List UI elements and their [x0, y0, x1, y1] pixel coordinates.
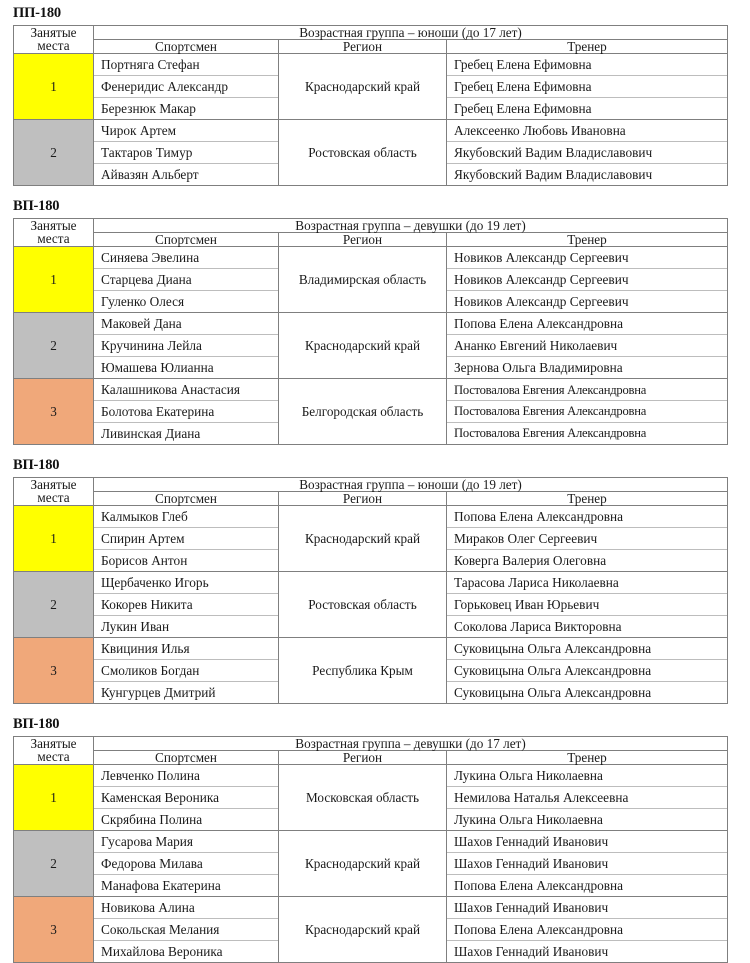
table-header-row-columns: [14, 750, 728, 764]
column-header-place-line2: места: [37, 231, 70, 247]
coach-name: Постовалова Евгения Александровна: [447, 400, 727, 421]
coach-name: Суковицына Ольга Александровна: [447, 659, 727, 681]
table-row: [14, 897, 728, 963]
coach-name: Лукина Ольга Николаевна: [454, 768, 603, 783]
coach-name: Мираков Олег Сергеевич: [447, 527, 727, 549]
athlete-cell: [94, 379, 279, 445]
table-row: [14, 505, 728, 571]
column-header-place: [14, 25, 94, 53]
athlete-name: Левченко Полина: [101, 768, 200, 783]
athlete-name: Гуленко Олеся: [94, 290, 278, 312]
coach-name: Гребец Елена Ефимовна: [454, 56, 592, 72]
athlete-name: Спирин Артем: [94, 527, 278, 549]
column-header-place: [14, 218, 94, 246]
coach-cell: [447, 379, 728, 445]
table-header-row-group: [14, 736, 728, 750]
coach-name: Попова Елена Александровна: [454, 508, 624, 524]
coach-cell: [447, 119, 728, 185]
coach-name: Новиков Александр Сергеевич: [454, 249, 629, 265]
coach-name: Гребец Елена Ефимовна: [447, 97, 727, 119]
coach-cell: [447, 312, 728, 378]
coach-name: Шахов Геннадий Иванович: [447, 940, 727, 962]
table-row: [14, 765, 728, 831]
coach-name: Шахов Геннадий Иванович: [454, 834, 609, 850]
region-cell: Краснодарский край: [279, 312, 447, 378]
column-header-place-line2: места: [37, 38, 70, 54]
coach-name: Горьковец Иван Юрьевич: [447, 593, 727, 615]
coach-name: Шахов Геннадий Иванович: [454, 900, 609, 916]
athlete-cell: [94, 765, 279, 831]
table-row: [14, 638, 728, 704]
column-header-region: Регион: [279, 750, 447, 764]
coach-name: Ананко Евгений Николаевич: [447, 334, 727, 356]
table-header-row-columns: [14, 39, 728, 53]
column-header-place: [14, 736, 94, 764]
table-row: [14, 572, 728, 638]
region-cell: Краснодарский край: [279, 897, 447, 963]
column-header-place-line1: Занятые: [30, 218, 77, 233]
coach-name: Шахов Геннадий Иванович: [447, 852, 727, 874]
athlete-name: Калашникова Анастасия: [101, 382, 241, 397]
coach-name: Якубовский Вадим Владиславович: [447, 141, 727, 163]
column-header-region: Регион: [279, 491, 447, 505]
column-header-athlete: Спортсмен: [94, 39, 279, 53]
athlete-name: Борисов Антон: [94, 549, 278, 571]
athlete-name: Смоликов Богдан: [94, 659, 278, 681]
athlete-name: Квициния Илья: [101, 641, 190, 657]
place-cell: 3: [14, 897, 94, 963]
place-cell: 2: [14, 312, 94, 378]
column-header-place-line1: Занятые: [30, 736, 77, 752]
athlete-cell: [94, 572, 279, 638]
athlete-name: Маковей Дана: [101, 315, 182, 331]
age-group-header: Возрастная группа – девушки (до 17 лет): [94, 736, 728, 750]
coach-name: Коверга Валерия Олеговна: [447, 549, 727, 571]
region-cell: Белгородская область: [279, 379, 447, 445]
athlete-name: Айвазян Альберт: [94, 163, 278, 185]
place-cell: 3: [14, 638, 94, 704]
athlete-name: Фенеридис Александр: [94, 75, 278, 97]
athlete-name: Калмыков Глеб: [101, 508, 188, 524]
table-row: [14, 53, 728, 119]
coach-cell: [447, 831, 728, 897]
athlete-name: Каменская Вероника: [94, 786, 278, 808]
athlete-cell: [94, 505, 279, 571]
place-cell: 1: [14, 505, 94, 571]
column-header-region: Регион: [279, 39, 447, 53]
place-cell: 2: [14, 572, 94, 638]
place-cell: 1: [14, 246, 94, 312]
column-header-athlete: Спортсмен: [94, 232, 279, 246]
column-header-place-line1: Занятые: [30, 25, 77, 40]
table-header-row-group: [14, 218, 728, 232]
coach-cell: [447, 505, 728, 571]
region-cell: Краснодарский край: [279, 831, 447, 897]
column-header-coach: Тренер: [447, 39, 728, 53]
table-header-row-columns: [14, 232, 728, 246]
section-spacer: [0, 186, 750, 193]
results-table: [13, 218, 728, 446]
table-row: [14, 831, 728, 897]
athlete-name: Новикова Алина: [101, 900, 195, 916]
region-cell: Московская область: [279, 765, 447, 831]
athlete-name: Кунгурцев Дмитрий: [94, 681, 278, 703]
results-section: [0, 0, 750, 186]
table-row: [14, 379, 728, 445]
age-group-header: Возрастная группа – юноши (до 17 лет): [94, 25, 728, 39]
section-title: ВП-180: [13, 716, 60, 733]
athlete-name: Федорова Милава: [94, 852, 278, 874]
column-header-place-line2: места: [37, 490, 70, 506]
coach-name: Попова Елена Александровна: [447, 874, 727, 896]
region-cell: Владимирская область: [279, 246, 447, 312]
coach-cell: [447, 638, 728, 704]
results-table: [13, 25, 728, 187]
column-header-place-line1: Занятые: [30, 477, 77, 493]
athlete-name: Скрябина Полина: [94, 808, 278, 830]
column-header-coach: Тренер: [447, 750, 728, 764]
place-cell: 2: [14, 831, 94, 897]
coach-name: Попова Елена Александровна: [447, 918, 727, 940]
coach-name: Гребец Елена Ефимовна: [447, 75, 727, 97]
coach-name: Постовалова Евгения Александровна: [447, 422, 727, 443]
section-title: ВП-180: [13, 457, 60, 474]
athlete-name: Сокольская Мелания: [94, 918, 278, 940]
table-header-row-group: [14, 25, 728, 39]
athlete-cell: [94, 119, 279, 185]
athlete-name: Тактаров Тимур: [94, 141, 278, 163]
coach-name: Суковицына Ольга Александровна: [454, 641, 652, 657]
table-row: [14, 312, 728, 378]
coach-name: Зернова Ольга Владимировна: [447, 356, 727, 378]
column-header-region: Регион: [279, 232, 447, 246]
athlete-name: Болотова Екатерина: [94, 400, 278, 422]
athlete-cell: [94, 312, 279, 378]
athlete-name: Портняга Стефан: [101, 56, 200, 72]
column-header-coach: Тренер: [447, 232, 728, 246]
coach-name: Лукина Ольга Николаевна: [447, 808, 727, 830]
athlete-name: Синяева Эвелина: [101, 249, 200, 265]
coach-cell: [447, 53, 728, 119]
results-table: [13, 477, 728, 705]
athlete-name: Лукин Иван: [94, 615, 278, 637]
results-section: [0, 452, 750, 704]
athlete-name: Чирок Артем: [101, 122, 177, 138]
coach-name: Соколова Лариса Викторовна: [447, 615, 727, 637]
column-header-athlete: Спортсмен: [94, 750, 279, 764]
results-section: [0, 193, 750, 445]
coach-name: Алексеенко Любовь Ивановна: [454, 122, 626, 138]
region-cell: Краснодарский край: [279, 505, 447, 571]
coach-name: Тарасова Лариса Николаевна: [454, 575, 619, 590]
coach-name: Новиков Александр Сергеевич: [447, 268, 727, 290]
coach-name: Суковицына Ольга Александровна: [447, 681, 727, 703]
athlete-name: Кручинина Лейла: [94, 334, 278, 356]
coach-name: Попова Елена Александровна: [454, 315, 624, 331]
coach-cell: [447, 246, 728, 312]
athlete-name: Юмашева Юлианна: [94, 356, 278, 378]
coach-name: Постовалова Евгения Александровна: [454, 383, 647, 398]
coach-name: Якубовский Вадим Владиславович: [447, 163, 727, 185]
region-cell: Ростовская область: [279, 572, 447, 638]
section-title: ПП-180: [13, 5, 61, 21]
athlete-cell: [94, 53, 279, 119]
athlete-name: Березнюк Макар: [94, 97, 278, 119]
region-cell: Ростовская область: [279, 119, 447, 185]
table-row: [14, 246, 728, 312]
region-cell: Краснодарский край: [279, 53, 447, 119]
athlete-name: Михайлова Вероника: [94, 940, 278, 962]
athlete-name: Гусарова Мария: [101, 834, 194, 850]
athlete-name: Манафова Екатерина: [94, 874, 278, 896]
coach-cell: [447, 765, 728, 831]
coach-cell: [447, 897, 728, 963]
column-header-athlete: Спортсмен: [94, 491, 279, 505]
place-cell: 3: [14, 379, 94, 445]
athlete-name: Ливинская Диана: [94, 422, 278, 444]
place-cell: 1: [14, 765, 94, 831]
place-cell: 1: [14, 53, 94, 119]
column-header-place: [14, 477, 94, 505]
table-row: [14, 119, 728, 185]
column-header-coach: Тренер: [447, 491, 728, 505]
results-table: [13, 736, 728, 963]
results-section: [0, 711, 750, 963]
region-cell: Республика Крым: [279, 638, 447, 704]
athlete-name: Старцева Диана: [94, 268, 278, 290]
coach-name: Немилова Наталья Алексеевна: [447, 786, 727, 808]
athlete-cell: [94, 897, 279, 963]
coach-cell: [447, 572, 728, 638]
athlete-cell: [94, 246, 279, 312]
table-header-row-columns: [14, 491, 728, 505]
age-group-header: Возрастная группа – девушки (до 19 лет): [94, 218, 728, 232]
column-header-place-line2: места: [37, 749, 70, 765]
athlete-name: Кокорев Никита: [94, 593, 278, 615]
athlete-cell: [94, 638, 279, 704]
athlete-name: Щербаченко Игорь: [101, 575, 209, 590]
table-header-row-group: [14, 477, 728, 491]
section-spacer: [0, 704, 750, 711]
coach-name: Новиков Александр Сергеевич: [447, 290, 727, 312]
place-cell: 2: [14, 119, 94, 185]
athlete-cell: [94, 831, 279, 897]
section-title: ВП-180: [13, 198, 60, 214]
section-spacer: [0, 445, 750, 452]
age-group-header: Возрастная группа – юноши (до 19 лет): [94, 477, 728, 491]
